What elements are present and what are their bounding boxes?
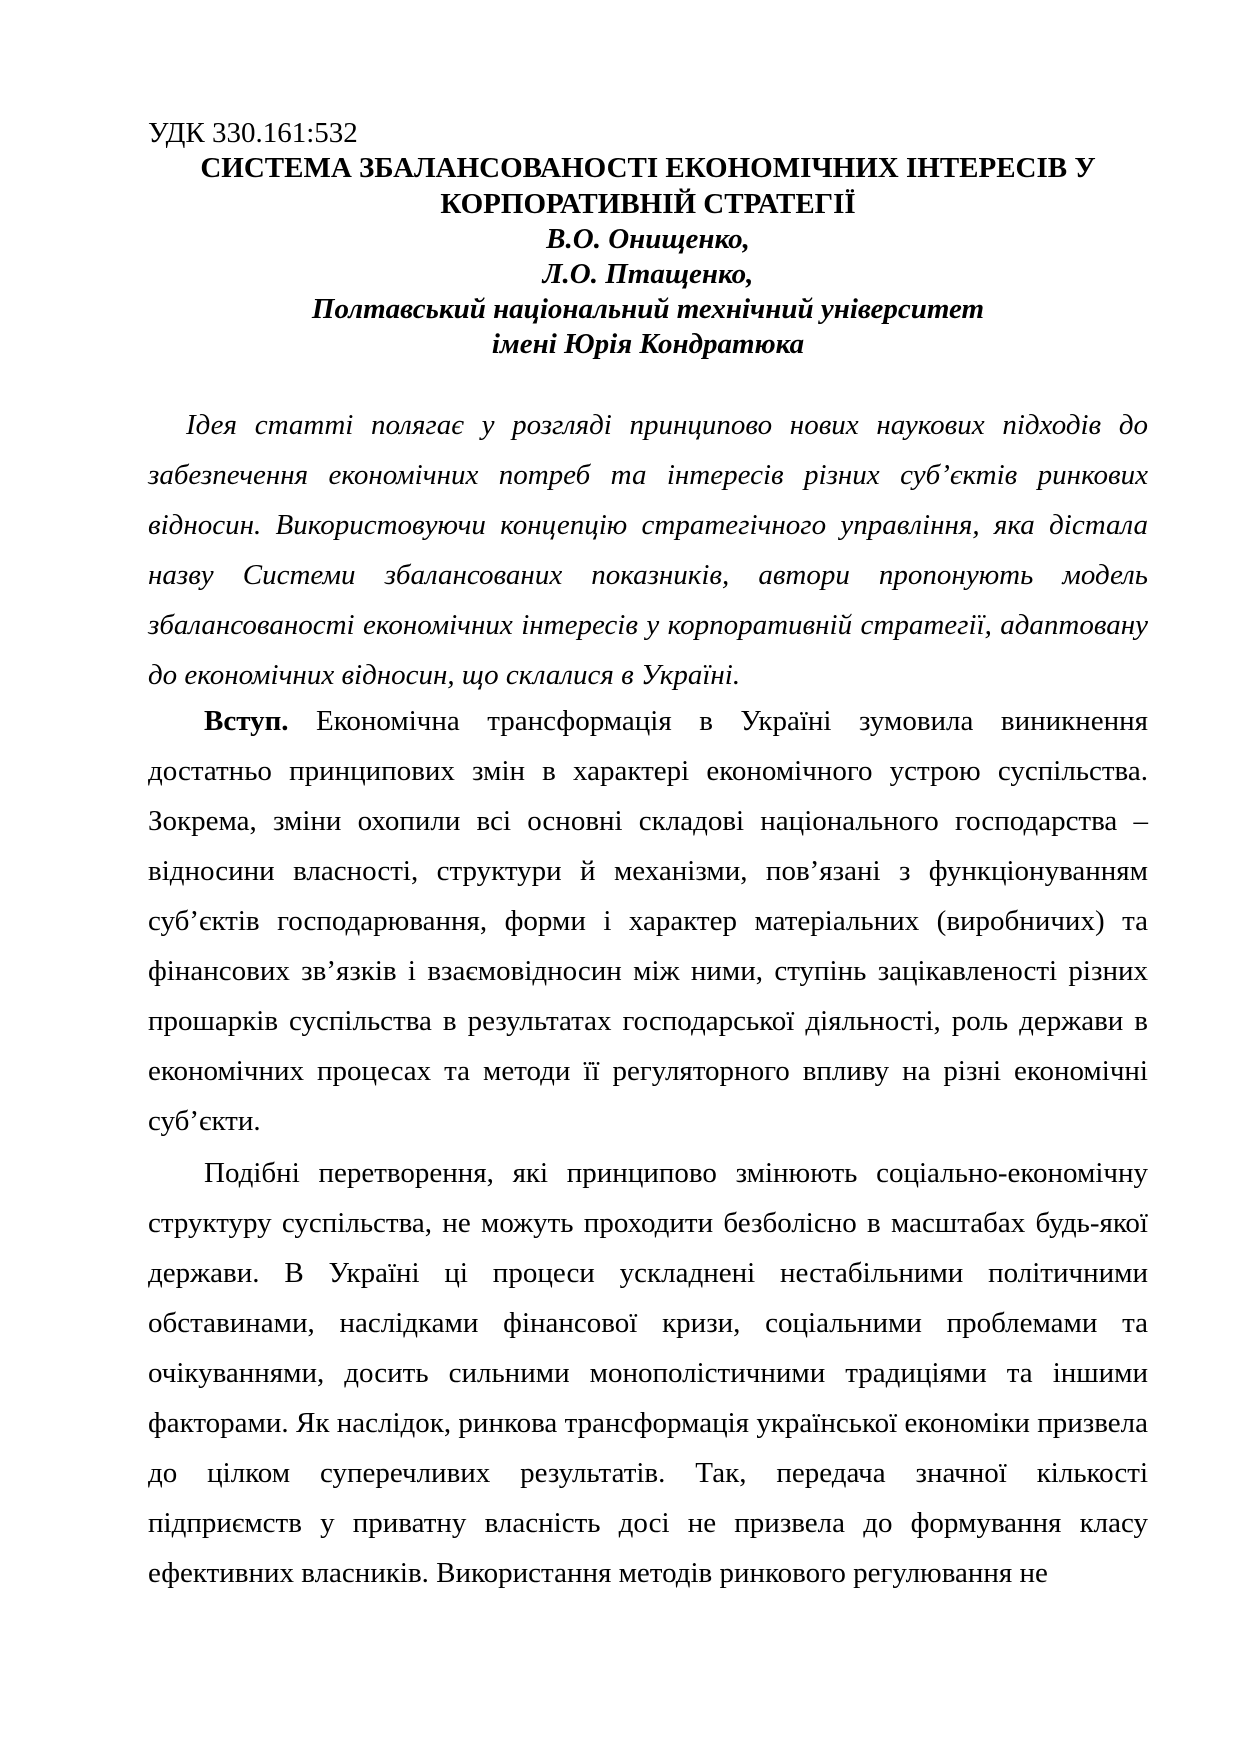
- article-title: [148, 150, 1148, 222]
- author-2: Л.О. Птащенко,: [542, 258, 754, 290]
- udk-code: УДК 330.161:532: [148, 117, 358, 149]
- introduction-text: Економічна трансформація в Україні зумовила виникнення достатньо принципових змін в характері економічного устрою суспільства. Зокрема, зміни охопили всі основні складові національного господарства – відносини власності, структури й механізми, пов’язані з функціонуванням суб’єктів господарювання, форми і характер матеріальних (виробничих) та фінансових зв’язків і взаємовідносин між ними, ступінь зацікавленості різних прошарків суспільства в результатах господарської діяльності, роль держави в економічних процесах та методи її регуляторного впливу на різні економічні суб’єкти.: [148, 705, 1148, 1137]
- title-line-2: КОРПОРАТИВНІЙ СТРАТЕГІЇ: [440, 188, 856, 220]
- abstract: Ідея статті полягає у розгляді принципово нових наукових підходів до забезпечення економічних потреб та інтересів різних суб’єктів ринкових відносин. Використовуючи концепцію стратегічного управління, яка дістала назву Системи збалансованих показників, автори пропонують модель збалансованості економічних інтересів у корпоративній стратегії, адаптовану до економічних відносин, що склалися в Україні.: [148, 409, 1148, 691]
- author-1: В.О. Онищенко,: [546, 223, 750, 255]
- title-line-1: СИСТЕМА ЗБАЛАНСОВАНОСТІ ЕКОНОМІЧНИХ ІНТЕРЕСІВ У: [200, 152, 1096, 184]
- affiliation-line-1: Полтавський національний технічний університет: [311, 293, 985, 325]
- affiliation-line-2: імені Юрія Кондратюка: [491, 328, 805, 360]
- introduction-heading: Вступ.: [204, 705, 289, 737]
- authors-block: [148, 222, 1148, 362]
- introduction-paragraph: [148, 696, 1148, 1146]
- body-paragraph-2: Подібні перетворення, які принципово змінюють соціально-економічну структуру суспільства, не можуть проходити безболісно в масштабах будь-якої держави. В Україні ці процеси ускладнені нестабільними політичними обставинами, наслідками фінансової кризи, соціальними проблемами та очікуваннями, досить сильними монополістичними традиціями та іншими факторами. Як наслідок, ринкова трансформація української економіки призвела до цілком суперечливих результатів. Так, передача значної кількості підприємств у приватну власність досі не призвела до формування класу ефективних власників. Використання методів ринкового регулювання не: [148, 1157, 1148, 1589]
